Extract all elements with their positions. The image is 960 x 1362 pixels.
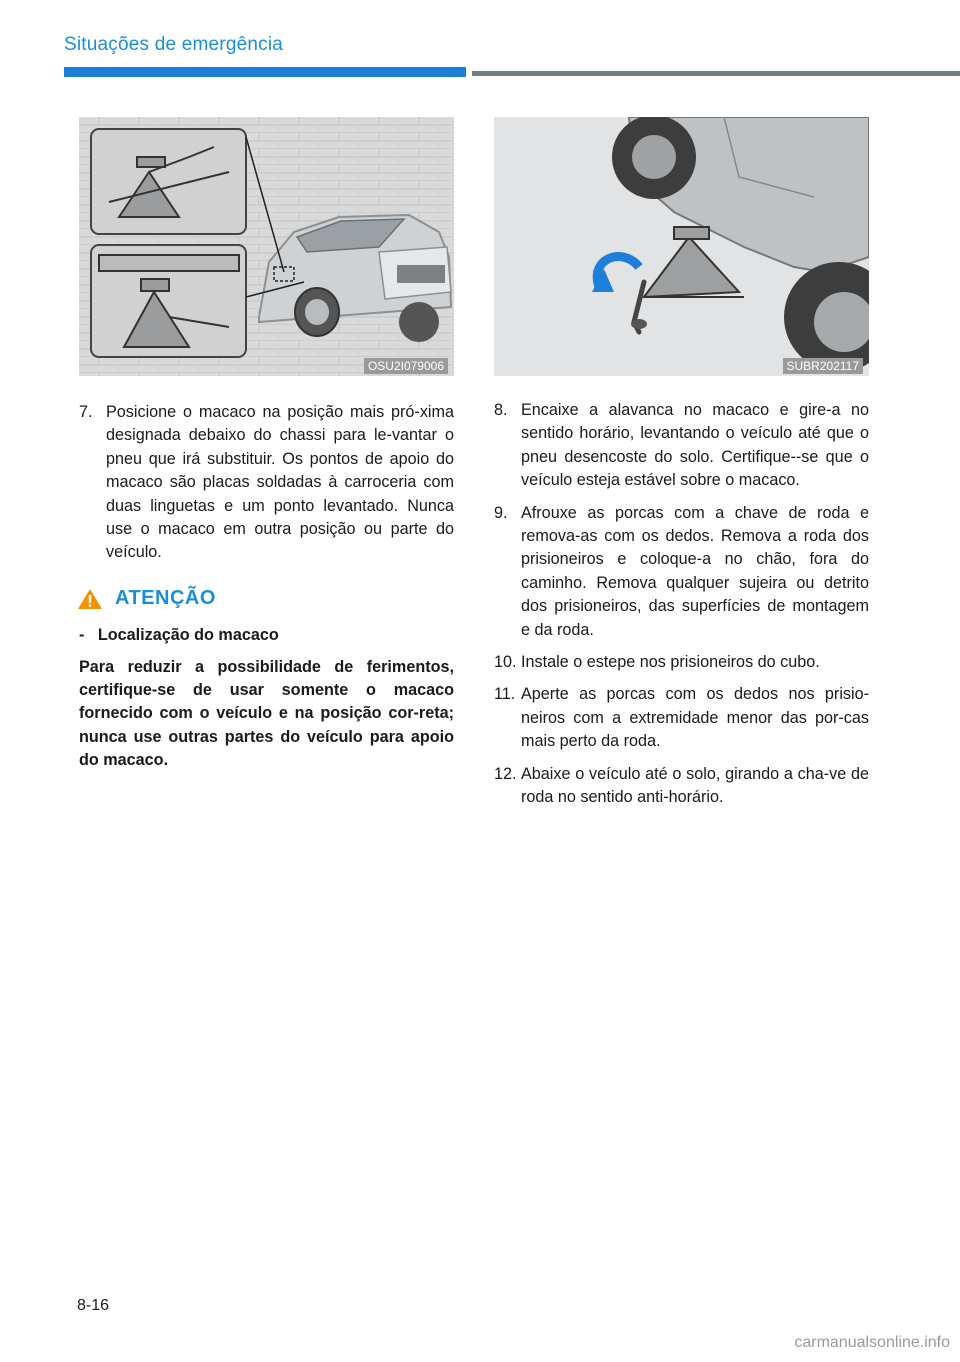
step-text: Encaixe a alavanca no macaco e gire-a no sentido horário, levantando o veículo até que o pneu desencoste do solo. Certifique--se que o veículo esteja estável sobre o macaco. bbox=[521, 401, 869, 490]
step-text: Posicione o macaco na posição mais pró-xima designada debaixo do chassi para le-vantar o pneu que irá substituir. Os pontos de apoio do macaco são placas soldadas à carroceria com duas linguetas e um ponto levantado. Nunca use o macaco em outra posição ou parte do veículo. bbox=[106, 403, 454, 562]
figure-jack-handle bbox=[494, 117, 869, 376]
warning-triangle-icon bbox=[77, 588, 103, 610]
car-jack-location-illustration bbox=[79, 117, 454, 376]
warning-header bbox=[79, 587, 454, 610]
step-number: 9. bbox=[494, 503, 508, 522]
step-item bbox=[494, 683, 869, 753]
warning-text: Para reduzir a possibilidade de ferimentos, certifique-se de usar somente o macaco fornecido com o veículo e na posição cor-reta; nunca use outras partes do veículo para apoio do macaco. bbox=[79, 657, 454, 770]
page-number: 8-16 bbox=[77, 1297, 110, 1314]
step-number: 11. bbox=[494, 685, 516, 704]
step-item bbox=[494, 502, 869, 642]
step-item bbox=[494, 399, 869, 493]
left-column bbox=[79, 401, 454, 773]
section-title: Situações de emergência bbox=[64, 34, 284, 55]
warning-subtitle: - Localização do macaco bbox=[79, 626, 279, 645]
step-number: 8. bbox=[494, 401, 508, 419]
step-number: 7. bbox=[79, 403, 93, 421]
right-column bbox=[494, 399, 869, 819]
jack-handle-clockwise-illustration bbox=[494, 117, 869, 376]
step-text: Instale o estepe nos prisioneiros do cubo. bbox=[521, 653, 820, 672]
header-rule-gray bbox=[472, 71, 960, 76]
figure-code-left: OSU2I079006 bbox=[364, 358, 448, 374]
step-number: 10. bbox=[494, 653, 517, 672]
step-item bbox=[494, 763, 869, 810]
step-text: Aperte as porcas com os dedos nos prisio-neiros com a extremidade menor das por-cas mais perto da roda. bbox=[521, 685, 869, 751]
header-rule-blue bbox=[64, 67, 466, 77]
step-item bbox=[494, 651, 869, 674]
step-item bbox=[79, 401, 454, 565]
step-text: Afrouxe as porcas com a chave de roda e remova-as com os dedos. Remova a roda dos prisioneiros e coloque-a no chão, fora do caminho. Remova qualquer sujeira ou detrito dos prisioneiros, das superfícies de montagem e da roda. bbox=[521, 503, 869, 639]
warning-title: ATENÇÃO bbox=[115, 586, 216, 609]
figure-code-right: SUBR202117 bbox=[783, 358, 864, 374]
watermark-link[interactable]: carmanualsonline.info bbox=[794, 1334, 950, 1351]
step-text: Abaixe o veículo até o solo, girando a cha-ve de roda no sentido anti-horário. bbox=[521, 764, 869, 807]
figure-jack-location bbox=[79, 117, 454, 376]
step-number: 12. bbox=[494, 764, 517, 783]
